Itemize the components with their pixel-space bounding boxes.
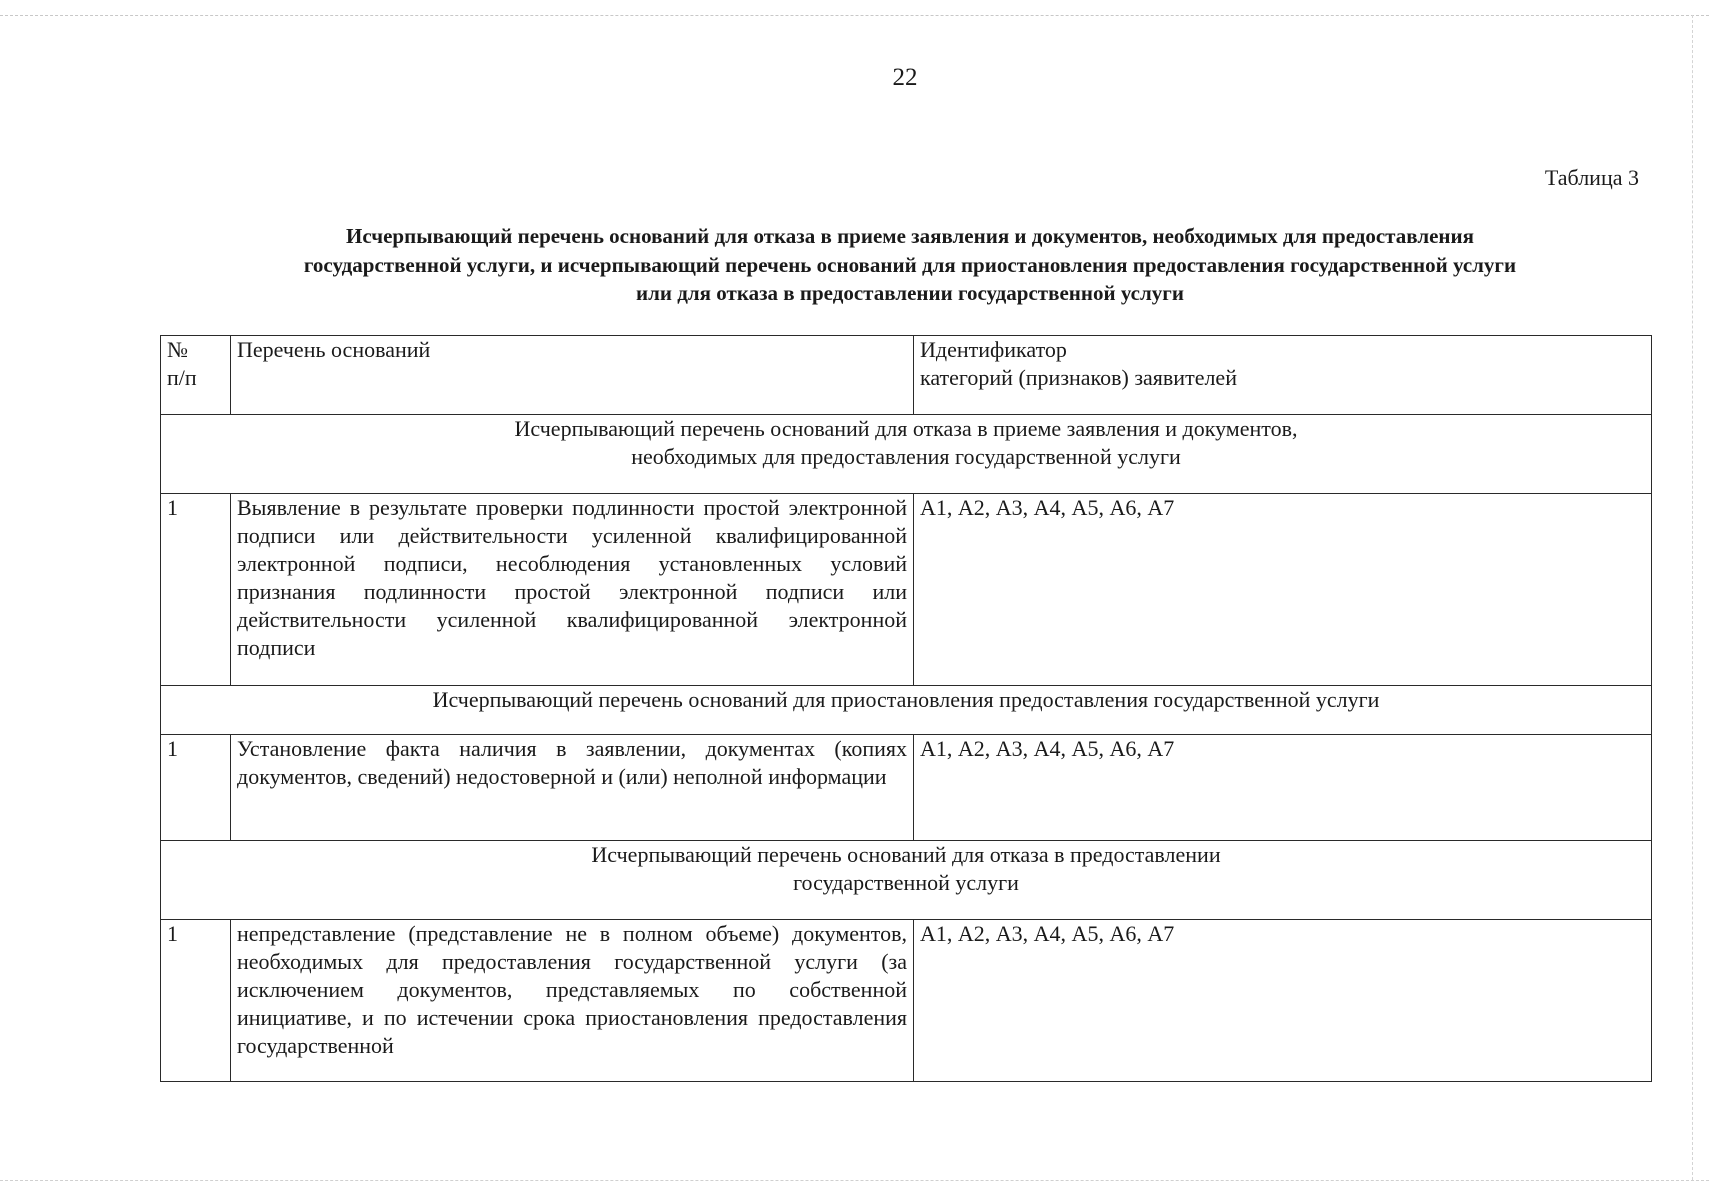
grounds-table xyxy=(160,335,1652,1082)
header-ident-line: категорий (признаков) заявителей xyxy=(920,365,1237,390)
header-reasons-cell: Перечень оснований xyxy=(231,336,914,415)
header-ident-cell xyxy=(914,336,1652,415)
section-heading-line: государственной услуги xyxy=(793,870,1019,895)
header-ident-line: Идентификатор xyxy=(920,337,1067,362)
scan-edge-right xyxy=(1692,15,1693,1180)
section-heading xyxy=(161,415,1652,494)
row-reason: Установление факта наличия в заявлении, документах (копиях документов, сведений) недостоверной и (или) неполной информации xyxy=(231,735,914,841)
row-number: 1 xyxy=(161,494,231,686)
section-heading xyxy=(161,841,1652,920)
title-line: Исчерпывающий перечень оснований для отказа в приеме заявления и документов, необходимых для предоставления xyxy=(346,224,1474,248)
section-heading-line: Исчерпывающий перечень оснований для отказа в приеме заявления и документов, xyxy=(514,416,1298,441)
row-identifier: А1, А2, А3, А4, А5, А6, А7 xyxy=(914,920,1652,1082)
table-label: Таблица 3 xyxy=(1544,165,1639,190)
section-heading-line: Исчерпывающий перечень оснований для приостановления предоставления государственной услуги xyxy=(432,687,1380,712)
header-num-cell xyxy=(161,336,231,415)
table-row xyxy=(161,735,1652,841)
header-num-line: № xyxy=(167,337,188,362)
document-title xyxy=(160,222,1660,308)
title-line: или для отказа в предоставлении государственной услуги xyxy=(636,281,1184,305)
section-heading-line: Исчерпывающий перечень оснований для отказа в предоставлении xyxy=(591,842,1221,867)
section-heading xyxy=(161,686,1652,735)
section-heading-row xyxy=(161,686,1652,735)
title-line: государственной услуги, и исчерпывающий перечень оснований для приостановления предоставления государственной услуги xyxy=(303,252,1517,277)
header-num-line: п/п xyxy=(167,365,197,390)
section-heading-line: необходимых для предоставления государственной услуги xyxy=(631,444,1181,469)
row-number: 1 xyxy=(161,735,231,841)
row-number: 1 xyxy=(161,920,231,1082)
page-number: 22 xyxy=(892,64,918,91)
row-identifier: А1, А2, А3, А4, А5, А6, А7 xyxy=(914,735,1652,841)
scan-edge-top xyxy=(0,15,1709,16)
table-header-row xyxy=(161,336,1652,415)
section-heading-row xyxy=(161,415,1652,494)
table-row xyxy=(161,494,1652,686)
row-identifier: А1, А2, А3, А4, А5, А6, А7 xyxy=(914,494,1652,686)
row-reason: Выявление в результате проверки подлинности простой электронной подписи или действительности усиленной квалифицированной электронной подписи, несоблюдения установленных условий признания подлинности простой электронной подписи или действительности усиленной квалифицированной электронной подписи xyxy=(231,494,914,686)
section-heading-row xyxy=(161,841,1652,920)
table-row xyxy=(161,920,1652,1082)
scan-edge-bottom xyxy=(0,1180,1709,1181)
row-reason: непредставление (представление не в полном объеме) документов, необходимых для предоставления государственной услуги (за исключением документов, представляемых по собственной инициативе, и по истечении срока приостановления предоставления государственной xyxy=(231,920,914,1082)
